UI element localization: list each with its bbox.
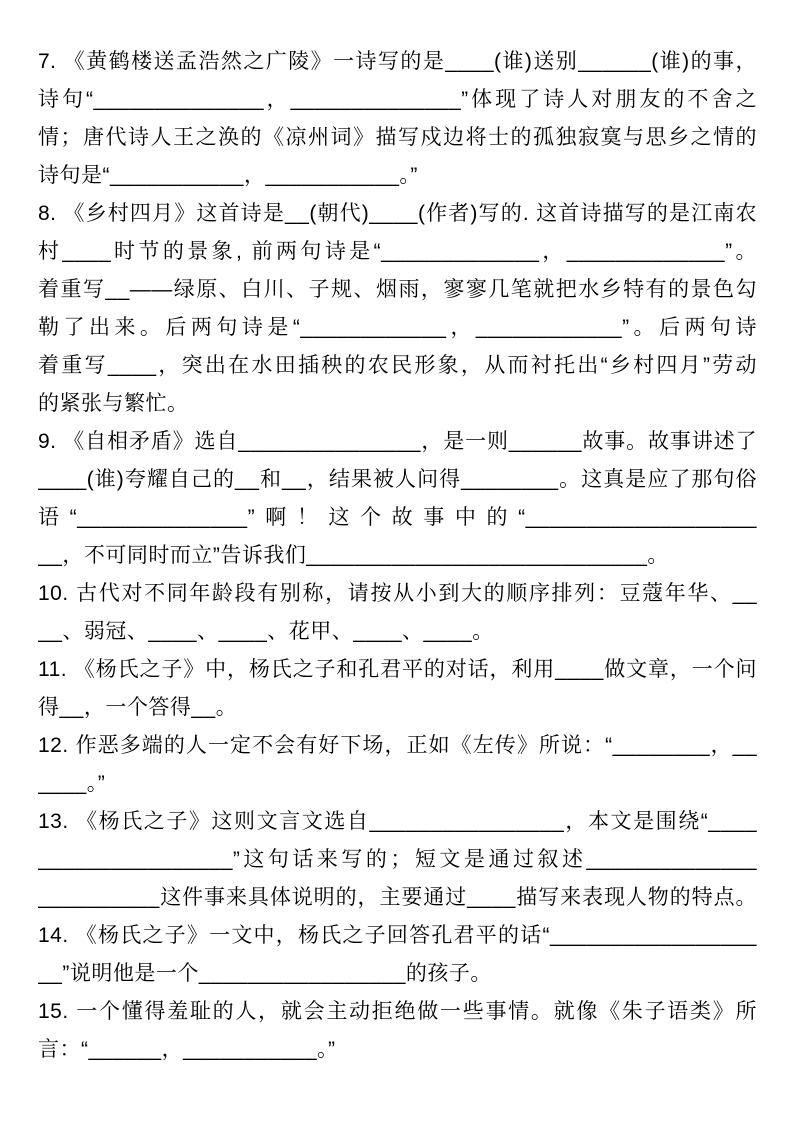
text-line: 着重写__——绿原、白川、子规、烟雨，寥寥几笔就把水乡特有的景色勾 <box>38 278 757 301</box>
text-line: __________这件事来具体说明的，主要通过____描写来表现人物的特点。 <box>38 886 757 909</box>
text-line: 得__，一个答得__。 <box>38 696 238 719</box>
question-item-15 <box>38 993 757 1069</box>
text-line: 勒了出来。后两句诗是“____________，____________”。后两句诗 <box>38 316 757 339</box>
text-line: 的紧张与繁忙。 <box>38 392 189 415</box>
text-line: 14. 《杨氏之子》一文中，杨氏之子回答孔君平的话“_________________ <box>38 924 757 947</box>
text-line: __、弱冠、____、____、花甲、____、____。 <box>38 620 494 643</box>
question-item-13 <box>38 803 757 917</box>
text-line: 8. 《乡村四月》这首诗是__(朝代)____(作者)写的. 这首诗描写的是江南农 <box>38 202 757 225</box>
text-line: 9. 《自相矛盾》选自_______________，是一则______故事。故事讲述了 <box>38 430 757 453</box>
text-line: ____(谁)夸耀自己的__和__，结果被人问得________。这真是应了那句俗 <box>38 468 757 491</box>
question-item-12 <box>38 727 757 803</box>
text-line: 言：“______，___________。” <box>38 1038 336 1061</box>
text-line: 着重写____，突出在水田插秧的农民形象，从而衬托出“乡村四月”劳动 <box>38 354 757 377</box>
text-line: ________________”这句话来写的；短文是通过叙述______________ <box>38 848 757 871</box>
text-line: 10. 古代对不同年龄段有别称，请按从小到大的顺序排列：豆蔻年华、__ <box>38 582 757 605</box>
text-line: ____。” <box>38 772 106 795</box>
question-item-14 <box>38 917 757 993</box>
text-line: 12. 作恶多端的人一定不会有好下场，正如《左传》所说：“________，__ <box>38 734 757 757</box>
text-line: __，不可同时而立”告诉我们____________________________。 <box>38 544 669 567</box>
question-item-11 <box>38 651 757 727</box>
text-line: 13. 《杨氏之子》这则文言文选自________________，本文是围绕“____ <box>38 810 757 833</box>
text-line: 村____时节的景象, 前两句诗是“_____________，_____________”。 <box>38 240 757 263</box>
text-line: 15. 一个懂得羞耻的人，就会主动拒绝做一些事情。就像《朱子语类》所 <box>38 1000 757 1023</box>
text-line: 诗句“______________，______________”体现了诗人对朋友的不舍之 <box>38 88 757 111</box>
text-line: 情；唐代诗人王之涣的《凉州词》描写戍边将士的孤独寂寞与思乡之情的 <box>38 126 757 149</box>
text-line: 7. 《黄鹤楼送孟浩然之广陵》一诗写的是____(谁)送别______(谁)的事， <box>38 50 757 73</box>
text-line: __”说明他是一个_________________的孩子。 <box>38 962 492 985</box>
question-item-10 <box>38 575 757 651</box>
question-item-8 <box>38 195 757 423</box>
text-line: 语“______________”啊！这个故事中的“___________________ <box>38 506 757 529</box>
text-line: 11. 《杨氏之子》中，杨氏之子和孔君平的对话，利用____做文章，一个问 <box>38 658 757 681</box>
question-item-7 <box>38 43 757 195</box>
question-item-9 <box>38 423 757 575</box>
text-line: 诗句是“___________，___________。” <box>38 164 418 187</box>
